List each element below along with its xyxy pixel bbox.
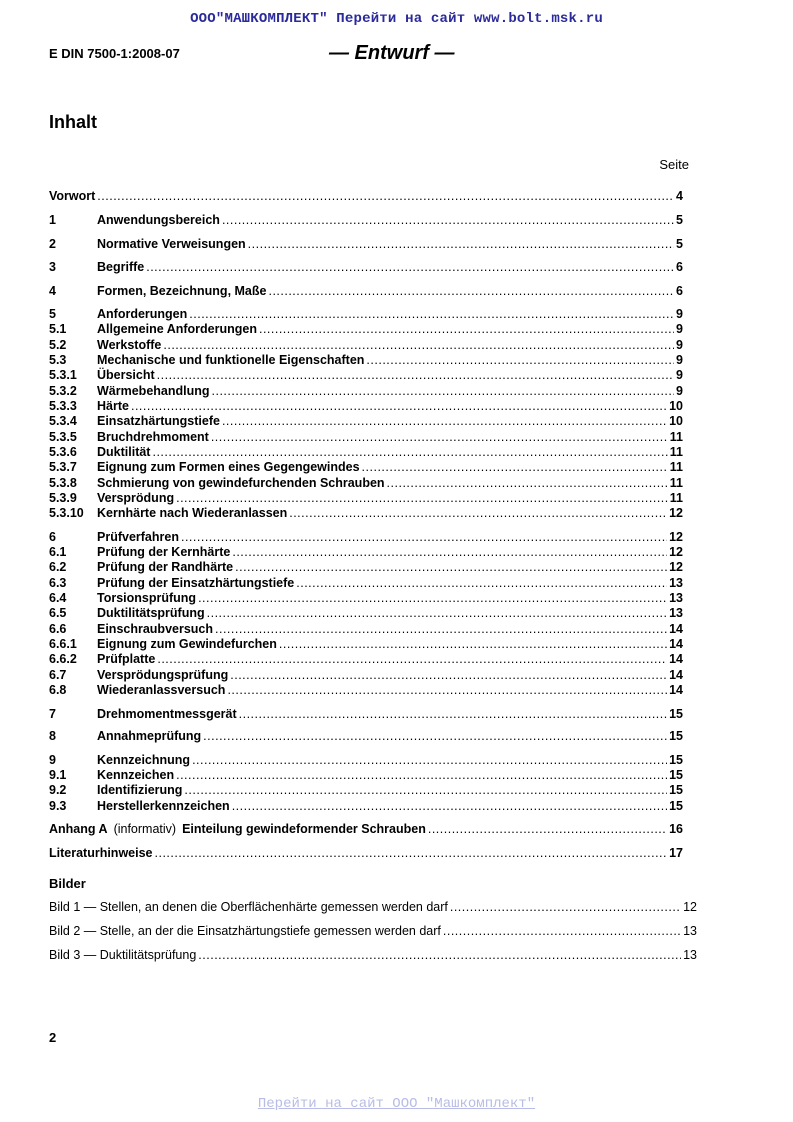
toc-entry-number: 6.3: [49, 576, 67, 590]
toc-dot-leader: [211, 429, 668, 445]
toc-dot-leader: [212, 383, 675, 399]
toc-dot-leader: [203, 728, 667, 744]
toc-entry-page: 16: [669, 822, 683, 836]
toc-entry-number: 9.3: [49, 799, 67, 813]
toc-entry-number: 6: [49, 530, 56, 544]
toc-entry-page: 9: [676, 322, 683, 336]
figure-entry-title: Bild 1 — Stellen, an denen die Oberflächenhärte gemessen werden darf: [49, 900, 448, 914]
toc-entry[interactable]: [49, 429, 683, 445]
toc-entry-title: Einsatzhärtungstiefe: [97, 414, 220, 428]
toc-entry-number: 5.3.1: [49, 368, 77, 382]
toc-dot-leader: [176, 767, 667, 783]
toc-entry-number: 5.3.3: [49, 399, 77, 413]
toc-dot-leader: [215, 621, 667, 637]
toc-entry-title: Härte: [97, 399, 129, 413]
toc-entry-number: 6.2: [49, 560, 67, 574]
toc-entry-number: Literaturhinweise: [49, 846, 153, 860]
toc-entry-title: Bruchdrehmoment: [97, 430, 209, 444]
toc-entry-number: 5.1: [49, 322, 67, 336]
toc-entry[interactable]: [49, 575, 683, 591]
figure-entry-page: 13: [683, 948, 697, 962]
toc-entry-page: 15: [669, 768, 683, 782]
figures-heading: Bilder: [49, 876, 86, 891]
toc-entry-title: Versprödung: [97, 491, 175, 505]
toc-entry-number: 9: [49, 753, 56, 767]
toc-dot-leader: [97, 188, 674, 204]
toc-dot-leader: [230, 667, 667, 683]
toc-dot-leader: [232, 798, 667, 814]
toc-entry-title: Drehmomentmessgerät: [97, 707, 237, 721]
toc-entry-title: Formen, Bezeichnung, Maße: [97, 284, 267, 298]
toc-entry-title: Duktilitätsprüfung: [97, 606, 205, 620]
figure-dot-leader: [443, 923, 681, 939]
toc-dot-leader: [222, 413, 667, 429]
toc-entry-number: 5.3.5: [49, 430, 77, 444]
toc-entry[interactable]: [49, 605, 683, 621]
toc-dot-leader: [259, 321, 674, 337]
toc-dot-leader: [184, 782, 667, 798]
toc-dot-leader: [289, 505, 667, 521]
toc-entry[interactable]: [49, 651, 683, 667]
toc-entry[interactable]: [49, 337, 683, 353]
toc-entry[interactable]: [49, 621, 683, 637]
toc-entry-page: 10: [669, 414, 683, 428]
toc-entry[interactable]: [49, 767, 683, 783]
toc-entry-note: (informativ): [113, 822, 177, 836]
toc-entry-number: 9.1: [49, 768, 67, 782]
figure-entry-title: Bild 3 — Duktilitätsprüfung: [49, 948, 197, 962]
toc-entry-page: 5: [676, 213, 683, 227]
toc-entry-number: 5.3.6: [49, 445, 77, 459]
toc-entry-page: 4: [676, 189, 683, 203]
toc-entry-number: 6.1: [49, 545, 67, 559]
toc-dot-leader: [227, 682, 667, 698]
toc-entry-title: Wiederanlassversuch: [97, 683, 226, 697]
toc-entry-number: 6.5: [49, 606, 67, 620]
toc-dot-leader: [176, 490, 668, 506]
toc-dot-leader: [296, 575, 667, 591]
toc-entry[interactable]: [49, 706, 683, 722]
toc-dot-leader: [239, 706, 667, 722]
toc-entry[interactable]: [49, 490, 683, 506]
header-banner[interactable]: ООО"МАШКОМПЛЕКТ" Перейти на сайт www.bolt.msk.ru: [190, 11, 603, 27]
toc-entry-title: Wärmebehandlung: [97, 384, 210, 398]
toc-entry-title: Anforderungen: [97, 307, 188, 321]
toc-entry-number: 8: [49, 729, 56, 743]
toc-entry-number: 5.3.8: [49, 476, 77, 490]
toc-dot-leader: [207, 605, 667, 621]
toc-entry-title: Eignung zum Formen eines Gegengewindes: [97, 460, 360, 474]
toc-entry-number: 5.3.4: [49, 414, 77, 428]
toc-entry[interactable]: [49, 321, 683, 337]
toc-entry-page: 15: [669, 799, 683, 813]
toc-dot-leader: [192, 752, 667, 768]
toc-entry[interactable]: [49, 459, 683, 475]
toc-entry[interactable]: [49, 352, 683, 368]
toc-entry-title: Annahmeprüfung: [97, 729, 202, 743]
toc-entry[interactable]: [49, 475, 683, 491]
toc-entry[interactable]: [49, 636, 683, 652]
toc-entry-page: 9: [676, 384, 683, 398]
toc-entry-number: 2: [49, 237, 56, 251]
toc-entry-number: 6.6.1: [49, 637, 77, 651]
toc-dot-leader: [163, 337, 674, 353]
toc-entry-page: 13: [669, 576, 683, 590]
toc-entry-page: 11: [669, 460, 683, 474]
toc-dot-leader: [387, 475, 668, 491]
toc-entry-title: Einteilung gewindeformender Schrauben: [182, 822, 426, 836]
toc-dot-leader: [152, 444, 667, 460]
toc-entry[interactable]: [49, 529, 683, 545]
page-column-label: Seite: [659, 157, 689, 172]
toc-entry-page: 11: [669, 430, 683, 444]
toc-entry-title: Kennzeichen: [97, 768, 175, 782]
toc-entry-number: 1: [49, 213, 56, 227]
toc-entry-title: Werkstoffe: [97, 338, 162, 352]
toc-entry-title: Torsionsprüfung: [97, 591, 197, 605]
toc-entry-title: Einschraubversuch: [97, 622, 214, 636]
toc-entry-number: Vorwort: [49, 189, 96, 203]
toc-entry[interactable]: [49, 559, 683, 575]
figure-entry[interactable]: [49, 923, 697, 939]
figure-entry-page: 13: [683, 924, 697, 938]
toc-entry-number: 6.7: [49, 668, 67, 682]
toc-entry-title: Normative Verweisungen: [97, 237, 246, 251]
toc-entry-page: 9: [676, 368, 683, 382]
figure-dot-leader: [198, 947, 681, 963]
toc-entry-number: 5.3.7: [49, 460, 77, 474]
toc-entry-title: Begriffe: [97, 260, 145, 274]
toc-entry-title: Allgemeine Anforderungen: [97, 322, 257, 336]
figure-entry-page: 12: [683, 900, 697, 914]
toc-entry-page: 13: [669, 591, 683, 605]
toc-entry[interactable]: [49, 728, 683, 744]
figure-dot-leader: [450, 899, 681, 915]
toc-entry-number: 6.4: [49, 591, 67, 605]
toc-entry[interactable]: [49, 306, 683, 322]
toc-entry-page: 11: [669, 476, 683, 490]
toc-entry-title: Übersicht: [97, 368, 155, 382]
figure-entry-title: Bild 2 — Stelle, an der die Einsatzhärtungstiefe gemessen werden darf: [49, 924, 441, 938]
toc-dot-leader: [362, 459, 668, 475]
toc-entry-number: 5.3.9: [49, 491, 77, 505]
toc-entry-page: 15: [669, 753, 683, 767]
toc-entry-number: 5: [49, 307, 56, 321]
toc-entry-title: Anwendungsbereich: [97, 213, 220, 227]
toc-entry-title: Herstellerkennzeichen: [97, 799, 230, 813]
toc-entry-page: 15: [669, 707, 683, 721]
toc-entry-number: 5.2: [49, 338, 67, 352]
toc-entry-title: Schmierung von gewindefurchenden Schrauben: [97, 476, 385, 490]
page-number: 2: [49, 1030, 57, 1045]
toc-dot-leader: [155, 845, 668, 861]
toc-entry-page: 5: [676, 237, 683, 251]
toc-entry-title: Mechanische und funktionelle Eigenschaften: [97, 353, 365, 367]
toc-entry-title: Identifizierung: [97, 783, 183, 797]
toc-entry[interactable]: [49, 188, 683, 204]
toc-entry[interactable]: [49, 283, 683, 299]
toc-entry-page: 12: [669, 560, 683, 574]
toc-entry-title: Prüfung der Einsatzhärtungstiefe: [97, 576, 295, 590]
toc-entry-page: 17: [669, 846, 683, 860]
document-id: E DIN 7500-1:2008-07: [49, 46, 180, 61]
toc-entry-title: Versprödungsprüfung: [97, 668, 229, 682]
toc-entry-page: 6: [676, 284, 683, 298]
toc-dot-leader: [268, 283, 674, 299]
toc-entry[interactable]: [49, 590, 683, 606]
toc-entry-page: 12: [669, 530, 683, 544]
toc-dot-leader: [232, 544, 667, 560]
toc-entry-number: 6.6.2: [49, 652, 77, 666]
toc-entry[interactable]: [49, 798, 683, 814]
toc-entry[interactable]: [49, 682, 683, 698]
figure-entry[interactable]: [49, 899, 697, 915]
toc-entry[interactable]: [49, 367, 683, 383]
toc-entry[interactable]: [49, 413, 683, 429]
toc-entry-page: 15: [669, 729, 683, 743]
toc-entry-page: 6: [676, 260, 683, 274]
toc-entry[interactable]: [49, 752, 683, 768]
toc-entry[interactable]: [49, 845, 683, 861]
toc-entry-page: 14: [669, 622, 683, 636]
toc-entry-number: 9.2: [49, 783, 67, 797]
toc-dot-leader: [366, 352, 674, 368]
toc-entry[interactable]: [49, 398, 683, 414]
toc-entry-page: 14: [669, 637, 683, 651]
toc-dot-leader: [157, 651, 667, 667]
footer-banner-link[interactable]: Перейти на сайт ООО "Машкомплект": [257, 1096, 536, 1112]
toc-entry-number: 4: [49, 284, 56, 298]
toc-entry[interactable]: [49, 236, 683, 252]
toc-entry-page: 9: [676, 353, 683, 367]
toc-entry-number: 7: [49, 707, 56, 721]
toc-entry-page: 15: [669, 783, 683, 797]
toc-entry-page: 9: [676, 338, 683, 352]
toc-dot-leader: [428, 821, 667, 837]
toc-dot-leader: [189, 306, 674, 322]
toc-dot-leader: [157, 367, 674, 383]
toc-entry[interactable]: [49, 782, 683, 798]
toc-entry-number: 3: [49, 260, 56, 274]
toc-entry[interactable]: [49, 383, 683, 399]
toc-dot-leader: [131, 398, 667, 414]
figure-entry[interactable]: [49, 947, 697, 963]
toc-entry-page: 11: [669, 491, 683, 505]
toc-entry[interactable]: [49, 667, 683, 683]
toc-dot-leader: [181, 529, 667, 545]
toc-dot-leader: [222, 212, 674, 228]
toc-entry-title: Prüfung der Randhärte: [97, 560, 234, 574]
toc-entry-page: 9: [676, 307, 683, 321]
toc-dot-leader: [279, 636, 667, 652]
toc-entry[interactable]: [49, 544, 683, 560]
toc-entry-title: Duktilität: [97, 445, 151, 459]
toc-entry-number: 6.8: [49, 683, 67, 697]
toc-entry[interactable]: [49, 444, 683, 460]
toc-entry[interactable]: [49, 212, 683, 228]
toc-dot-leader: [146, 259, 674, 275]
draft-label: — Entwurf —: [329, 42, 455, 64]
toc-entry[interactable]: [49, 259, 683, 275]
toc-entry-number: 5.3.10: [49, 506, 84, 520]
toc-entry-page: 14: [669, 683, 683, 697]
toc-entry-page: 14: [669, 652, 683, 666]
toc-entry-page: 13: [669, 606, 683, 620]
toc-entry-title: Prüfverfahren: [97, 530, 179, 544]
toc-entry-page: 10: [669, 399, 683, 413]
toc-entry-number: Anhang A: [49, 822, 108, 836]
toc-entry-title: Prüfung der Kernhärte: [97, 545, 231, 559]
toc-entry-title: Eignung zum Gewindefurchen: [97, 637, 277, 651]
toc-entry-number: 5.3.2: [49, 384, 77, 398]
toc-entry-page: 12: [669, 545, 683, 559]
toc-dot-leader: [248, 236, 674, 252]
toc-entry-title: Prüfplatte: [97, 652, 156, 666]
toc-heading: Inhalt: [49, 112, 97, 132]
toc-entry-number: 6.6: [49, 622, 67, 636]
toc-entry[interactable]: [49, 505, 683, 521]
toc-entry-title: Kennzeichnung: [97, 753, 191, 767]
toc-entry-title: Kernhärte nach Wiederanlassen: [97, 506, 288, 520]
toc-entry-page: 11: [669, 445, 683, 459]
toc-dot-leader: [235, 559, 667, 575]
toc-dot-leader: [198, 590, 667, 606]
toc-entry-number: 5.3: [49, 353, 67, 367]
toc-entry[interactable]: [49, 821, 683, 837]
toc-entry-page: 14: [669, 668, 683, 682]
toc-entry-page: 12: [669, 506, 683, 520]
